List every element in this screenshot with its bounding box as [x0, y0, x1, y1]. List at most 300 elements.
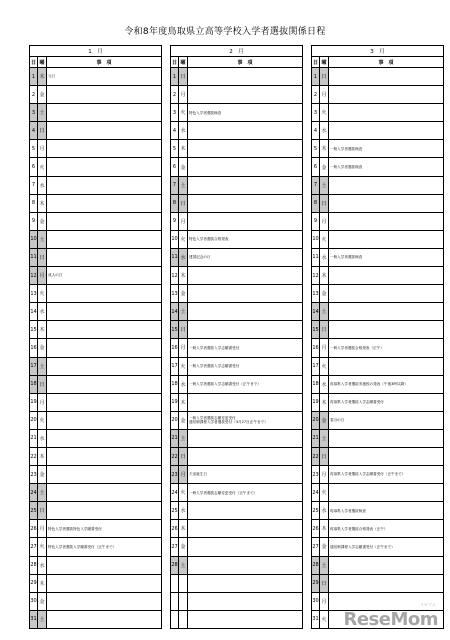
weekday: 木 [320, 520, 329, 538]
event-text [329, 484, 444, 502]
day-row [30, 104, 162, 122]
day-number: 23 [30, 466, 38, 484]
event-text: 一般入学者選抜入学志願書受付 [188, 357, 303, 375]
day-number: 20 [30, 411, 38, 429]
day-number: 3 [312, 104, 320, 122]
day-row [30, 520, 162, 538]
weekday: 金 [38, 86, 47, 104]
day-number [171, 592, 179, 610]
event-text [47, 285, 162, 303]
weekday: 木 [179, 267, 188, 285]
day-number: 9 [30, 212, 38, 230]
event-text [188, 267, 303, 285]
day-number: 25 [171, 502, 179, 520]
weekday: 木 [38, 68, 47, 86]
day-row [30, 176, 162, 194]
day-number: 22 [171, 447, 179, 465]
event-text [47, 321, 162, 339]
event-text [329, 122, 444, 140]
event-text [329, 194, 444, 212]
event-text [329, 176, 444, 194]
event-text [188, 285, 303, 303]
event-text: 再募集入学者選抜合格発表（正午） [329, 520, 444, 538]
day-number: 24 [171, 484, 179, 502]
event-text [188, 502, 303, 520]
weekday: 月 [38, 520, 47, 538]
weekday: 木 [320, 393, 329, 411]
day-row [312, 248, 444, 266]
day-number: 8 [171, 194, 179, 212]
event-text [47, 339, 162, 357]
weekday: 月 [320, 466, 329, 484]
event-text [47, 303, 162, 321]
weekday: 金 [179, 158, 188, 176]
day-number: 21 [312, 429, 320, 447]
month-table [29, 45, 162, 629]
weekday: 土 [320, 303, 329, 321]
weekday: 月 [179, 86, 188, 104]
day-row [171, 466, 303, 484]
day-header: 日 [312, 57, 320, 68]
weekday: 日 [179, 447, 188, 465]
day-number: 9 [312, 212, 320, 230]
day-number: 25 [312, 502, 320, 520]
event-text [47, 104, 162, 122]
event-text [329, 357, 444, 375]
event-text: 通信制課程入学志願書受付（正午まで） [329, 538, 444, 556]
weekday: 日 [320, 574, 329, 592]
event-text: 一般入学者選抜志願変更受付（正午まで） [188, 484, 303, 502]
event-text: 春分の日 [329, 411, 444, 429]
weekday: 火 [179, 357, 188, 375]
weekday-header: 曜 [320, 57, 329, 68]
day-header: 日 [171, 57, 179, 68]
day-row [30, 140, 162, 158]
weekday: 金 [320, 411, 329, 429]
event-text [188, 176, 303, 194]
day-number: 9 [171, 212, 179, 230]
day-number: 26 [312, 520, 320, 538]
event-text: 再募集入学者選抜検査 [329, 502, 444, 520]
day-number: 17 [312, 357, 320, 375]
day-number: 29 [30, 574, 38, 592]
event-text [329, 321, 444, 339]
day-number: 11 [171, 248, 179, 266]
weekday: 日 [320, 194, 329, 212]
event-text [329, 86, 444, 104]
day-row [312, 68, 444, 86]
event-text [329, 267, 444, 285]
day-row [312, 357, 444, 375]
day-row [171, 267, 303, 285]
day-number: 27 [171, 538, 179, 556]
day-number: 10 [171, 230, 179, 248]
day-row [312, 393, 444, 411]
event-text: 一般入学者選抜入学志願書受付 [188, 339, 303, 357]
weekday: 月 [38, 393, 47, 411]
day-row [171, 122, 303, 140]
event-text [47, 158, 162, 176]
day-row [312, 447, 444, 465]
day-number: 21 [171, 429, 179, 447]
day-number: 31 [30, 610, 38, 628]
day-row [171, 556, 303, 574]
day-row [171, 140, 303, 158]
weekday: 日 [38, 502, 47, 520]
weekday: 水 [320, 122, 329, 140]
event-text: 一般入学者選抜検査 [329, 158, 444, 176]
day-number: 2 [312, 86, 320, 104]
event-text [47, 176, 162, 194]
weekday: 金 [38, 339, 47, 357]
event-text [329, 68, 444, 86]
weekday: 木 [320, 267, 329, 285]
month-label: 3 月 [312, 46, 444, 57]
day-row [30, 538, 162, 556]
day-row [30, 212, 162, 230]
weekday: 火 [179, 484, 188, 502]
day-row [312, 466, 444, 484]
event-text: 再募集入学者選抜入学志願書受付（正午まで） [329, 466, 444, 484]
day-row [171, 303, 303, 321]
day-row [312, 267, 444, 285]
event-text [47, 466, 162, 484]
weekday: 火 [179, 104, 188, 122]
day-row [171, 538, 303, 556]
weekday [179, 610, 188, 628]
day-row [171, 158, 303, 176]
weekday: 日 [320, 68, 329, 86]
day-row [171, 592, 303, 610]
event-text: 一般入学者選抜検査 [329, 140, 444, 158]
day-number: 13 [171, 285, 179, 303]
day-row [171, 447, 303, 465]
weekday: 火 [320, 104, 329, 122]
day-number: 8 [312, 194, 320, 212]
weekday: 水 [179, 122, 188, 140]
day-number: 12 [312, 267, 320, 285]
weekday: 火 [320, 357, 329, 375]
event-text [47, 556, 162, 574]
day-row [30, 447, 162, 465]
weekday: 火 [38, 285, 47, 303]
day-number: 15 [30, 321, 38, 339]
event-text [47, 230, 162, 248]
weekday: 日 [38, 248, 47, 266]
day-number: 30 [30, 592, 38, 610]
day-number: 25 [30, 502, 38, 520]
weekday: 土 [179, 303, 188, 321]
weekday-header: 曜 [179, 57, 188, 68]
weekday: 火 [38, 158, 47, 176]
weekday: 土 [38, 357, 47, 375]
weekday [179, 592, 188, 610]
day-row [30, 556, 162, 574]
weekday [179, 574, 188, 592]
event-text: 再募集入学者選抜実施校の発表（午後3時以降） [329, 375, 444, 393]
day-row [30, 357, 162, 375]
weekday: 火 [320, 610, 329, 628]
weekday: 土 [38, 610, 47, 628]
event-text: 天皇誕生日 [188, 466, 303, 484]
event-text [329, 303, 444, 321]
day-row [312, 574, 444, 592]
weekday: 日 [320, 447, 329, 465]
month-table [170, 45, 303, 629]
weekday: 月 [320, 212, 329, 230]
event-text: 一般入学者選抜志願変更受付 通信制課程入学者選抜受付（3月27日正午まで） [188, 411, 303, 429]
day-row [312, 502, 444, 520]
day-number: 2 [171, 86, 179, 104]
day-row [30, 484, 162, 502]
event-text: 元日 [47, 68, 162, 86]
weekday: 月 [320, 592, 329, 610]
event-text [188, 538, 303, 556]
day-number: 11 [30, 248, 38, 266]
day-number: 23 [312, 466, 320, 484]
day-row [30, 610, 162, 628]
day-row [30, 230, 162, 248]
day-row [30, 248, 162, 266]
event-text [329, 429, 444, 447]
day-row [171, 321, 303, 339]
weekday: 水 [179, 248, 188, 266]
day-row [312, 212, 444, 230]
day-row [312, 158, 444, 176]
day-row [312, 339, 444, 357]
day-number: 5 [312, 140, 320, 158]
day-row [171, 86, 303, 104]
day-row [171, 339, 303, 357]
day-number: 5 [171, 140, 179, 158]
day-row [171, 285, 303, 303]
weekday: 金 [38, 212, 47, 230]
day-number: 3 [30, 104, 38, 122]
weekday: 土 [179, 176, 188, 194]
weekday: 水 [38, 176, 47, 194]
event-header: 事 項 [329, 57, 444, 68]
weekday: 土 [179, 429, 188, 447]
day-number: 26 [30, 520, 38, 538]
day-row [312, 556, 444, 574]
weekday: 水 [320, 502, 329, 520]
weekday: 火 [38, 411, 47, 429]
event-text [188, 556, 303, 574]
day-number: 20 [312, 411, 320, 429]
day-row [171, 393, 303, 411]
weekday: 土 [38, 104, 47, 122]
weekday: 月 [320, 339, 329, 357]
event-text [188, 447, 303, 465]
day-number: 7 [171, 176, 179, 194]
day-row [171, 176, 303, 194]
day-row [312, 285, 444, 303]
weekday: 金 [179, 538, 188, 556]
event-text: 一般入学者選抜合格発表（正午） [329, 339, 444, 357]
day-row [30, 339, 162, 357]
event-text [188, 429, 303, 447]
day-number: 16 [312, 339, 320, 357]
day-number: 23 [171, 466, 179, 484]
weekday: 金 [38, 466, 47, 484]
weekday: 日 [179, 321, 188, 339]
event-text [329, 574, 444, 592]
day-row [171, 194, 303, 212]
weekday: 月 [320, 86, 329, 104]
event-text: 再募集入学者選抜入学志願書受付 [329, 393, 444, 411]
day-number: 19 [30, 393, 38, 411]
day-number: 14 [312, 303, 320, 321]
day-number: 7 [30, 176, 38, 194]
weekday-header: 曜 [38, 57, 47, 68]
weekday: 土 [320, 429, 329, 447]
day-number: 17 [171, 357, 179, 375]
day-number: 8 [30, 194, 38, 212]
day-number: 22 [30, 447, 38, 465]
weekday: 木 [320, 140, 329, 158]
day-number: 1 [30, 68, 38, 86]
weekday: 木 [179, 393, 188, 411]
event-text [329, 104, 444, 122]
weekday: 水 [179, 375, 188, 393]
weekday: 木 [38, 321, 47, 339]
weekday: 土 [320, 176, 329, 194]
event-text [47, 393, 162, 411]
event-text [329, 447, 444, 465]
event-text [47, 248, 162, 266]
day-number: 31 [312, 610, 320, 628]
page-title: 令和8年度鳥取県立高等学校入学者選抜関係日程 [124, 27, 326, 37]
weekday: 金 [320, 285, 329, 303]
day-number: 13 [30, 285, 38, 303]
weekday: 月 [38, 267, 47, 285]
day-number: 19 [312, 393, 320, 411]
logo-subtext: リセマム [420, 602, 436, 607]
weekday: 日 [38, 375, 47, 393]
day-number: 13 [312, 285, 320, 303]
day-number [171, 610, 179, 628]
event-text [47, 411, 162, 429]
event-text [188, 303, 303, 321]
event-text: 特色入学者選抜合格発表 [188, 230, 303, 248]
weekday: 火 [320, 484, 329, 502]
day-row [30, 158, 162, 176]
day-row [30, 375, 162, 393]
day-row [171, 502, 303, 520]
day-number: 19 [171, 393, 179, 411]
day-row [171, 574, 303, 592]
weekday: 土 [38, 230, 47, 248]
month-label: 2 月 [171, 46, 303, 57]
day-number: 7 [312, 176, 320, 194]
event-text [47, 375, 162, 393]
weekday: 日 [179, 194, 188, 212]
day-number: 6 [30, 158, 38, 176]
day-row [171, 68, 303, 86]
event-text [47, 194, 162, 212]
day-number: 24 [30, 484, 38, 502]
day-row [30, 68, 162, 86]
weekday: 火 [179, 230, 188, 248]
day-number: 10 [312, 230, 320, 248]
day-row [312, 176, 444, 194]
day-row [30, 86, 162, 104]
weekday: 金 [38, 592, 47, 610]
day-row [171, 248, 303, 266]
day-row [312, 230, 444, 248]
day-row [312, 104, 444, 122]
month-table [311, 45, 444, 629]
day-number: 4 [171, 122, 179, 140]
day-number: 11 [312, 248, 320, 266]
day-number: 29 [312, 574, 320, 592]
weekday: 月 [179, 212, 188, 230]
weekday: 月 [179, 339, 188, 357]
weekday: 木 [179, 140, 188, 158]
weekday: 金 [179, 411, 188, 429]
event-text [188, 610, 303, 628]
day-row [312, 520, 444, 538]
day-row [30, 574, 162, 592]
weekday: 火 [320, 230, 329, 248]
day-number: 15 [312, 321, 320, 339]
day-row [30, 285, 162, 303]
day-number: 5 [30, 140, 38, 158]
day-number: 21 [30, 429, 38, 447]
event-text [188, 158, 303, 176]
day-row [312, 140, 444, 158]
event-text [329, 285, 444, 303]
weekday: 土 [320, 556, 329, 574]
weekday: 土 [179, 556, 188, 574]
event-header: 事 項 [47, 57, 162, 68]
weekday: 水 [38, 429, 47, 447]
event-text [188, 520, 303, 538]
day-row [171, 230, 303, 248]
event-header: 事 項 [188, 57, 303, 68]
day-row [171, 484, 303, 502]
day-row [171, 375, 303, 393]
day-row [30, 466, 162, 484]
event-text: 特色入学者選抜入学願書受付（正午まで） [47, 538, 162, 556]
day-row [312, 122, 444, 140]
weekday: 金 [320, 538, 329, 556]
event-text [47, 610, 162, 628]
event-text [188, 68, 303, 86]
event-text [188, 194, 303, 212]
weekday: 木 [179, 520, 188, 538]
event-text [47, 592, 162, 610]
day-number: 28 [171, 556, 179, 574]
weekday: 月 [179, 466, 188, 484]
event-text [188, 592, 303, 610]
day-row [312, 429, 444, 447]
event-text [188, 574, 303, 592]
day-number: 14 [30, 303, 38, 321]
day-row [312, 484, 444, 502]
day-number: 18 [171, 375, 179, 393]
day-number: 2 [30, 86, 38, 104]
day-row [30, 303, 162, 321]
day-row [30, 429, 162, 447]
day-row [312, 538, 444, 556]
weekday: 月 [38, 140, 47, 158]
day-row [30, 411, 162, 429]
weekday: 水 [38, 556, 47, 574]
day-row [30, 267, 162, 285]
day-number: 17 [30, 357, 38, 375]
event-text [47, 140, 162, 158]
